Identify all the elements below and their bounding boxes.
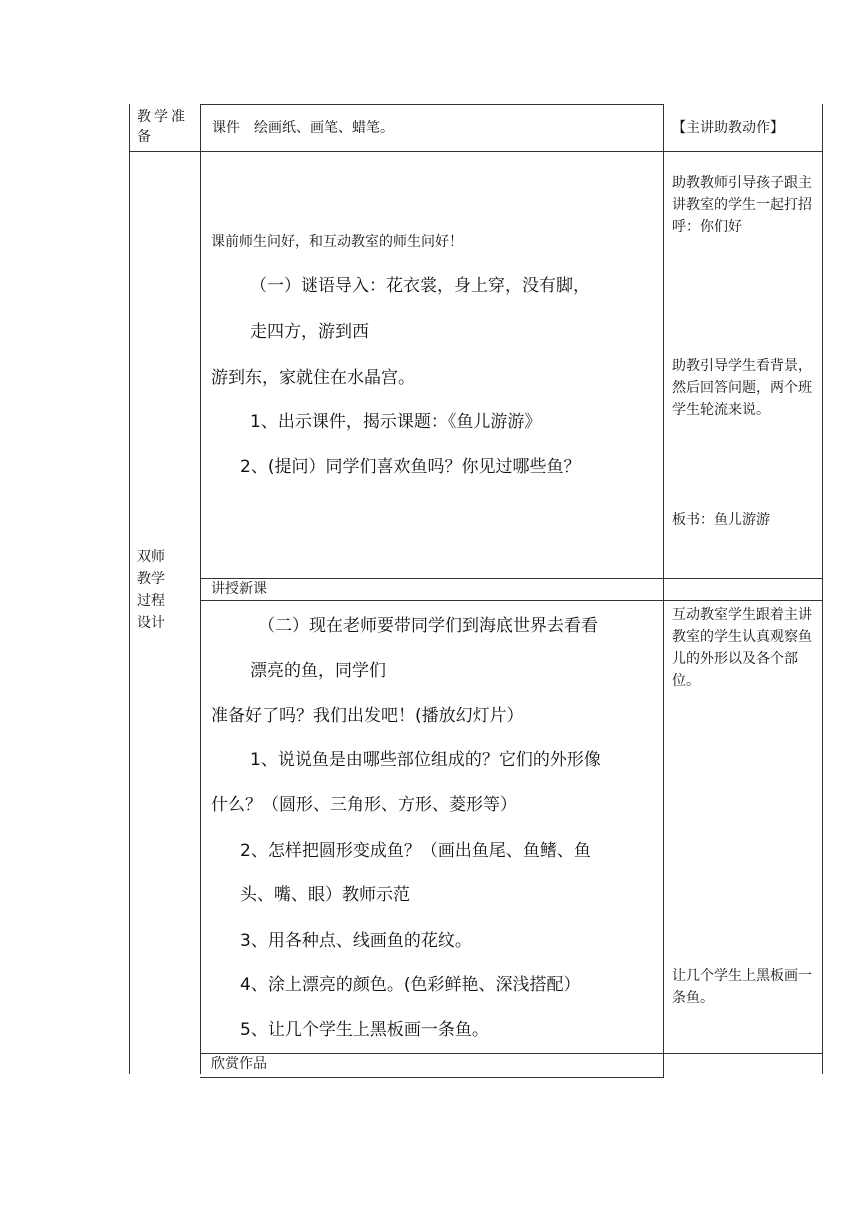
- section2-heading-bottom: [200, 600, 823, 601]
- riddle-line-1: （一）谜语导入：花衣裳，身上穿，没有脚，: [250, 276, 590, 296]
- process-label: [137, 546, 165, 634]
- content-column-divider: [663, 104, 664, 1078]
- lesson-line-1: （二）现在老师要带同学们到海底世界去看看: [258, 616, 598, 636]
- lesson-line-9: 4、涂上漂亮的颜色。(色彩鲜艳、深浅搭配）: [240, 975, 581, 995]
- section-heading-appreciation: 欣赏作品: [211, 1056, 267, 1072]
- section2-bottom: [200, 1053, 823, 1054]
- process-label-line: 教学: [137, 571, 165, 587]
- step-question: 2、(提问）同学们喜欢鱼吗？你见过哪些鱼？: [240, 457, 581, 477]
- prep-label: [137, 107, 197, 147]
- riddle-line-2: 走四方，游到西: [250, 322, 369, 342]
- blackboard-note: 板书：鱼儿游游: [672, 512, 770, 528]
- lesson-line-4: 1、说说鱼是由哪些部位组成的？它们的外形像: [250, 750, 601, 770]
- prep-content: 课件 绘画纸、画笔、蜡笔。: [212, 120, 394, 136]
- prep-label-text: 教学准备: [137, 109, 188, 145]
- prep-row-top: [200, 104, 663, 105]
- prep-row-bottom: [129, 151, 823, 152]
- lesson-line-5: 什么？（圆形、三角形、方形、菱形等）: [211, 795, 517, 815]
- section1-bottom: [200, 578, 823, 579]
- greeting-text: 课前师生问好，和互动教室的师生问好！: [211, 234, 463, 250]
- table-bottom: [200, 1077, 663, 1078]
- lesson-line-3: 准备好了吗？我们出发吧！(播放幻灯片）: [211, 706, 524, 726]
- process-label-line: 双师: [137, 549, 165, 565]
- side-column-header: 【主讲助教动作】: [672, 120, 784, 136]
- assistant-note-observe: 互动教室学生跟着主讲教室的学生认真观察鱼儿的外形以及各个部位。: [672, 607, 812, 689]
- lesson-line-2: 漂亮的鱼，同学们: [250, 661, 386, 681]
- assistant-note-greeting: 助教教师引导孩子跟主讲教室的学生一起打招呼：你们好: [672, 175, 812, 235]
- assistant-note-blackboard: 让几个学生上黑板画一条鱼。: [672, 968, 812, 1006]
- lesson-line-6: 2、怎样把圆形变成鱼？（画出鱼尾、鱼鳍、鱼: [240, 841, 591, 861]
- lesson-line-8: 3、用各种点、线画鱼的花纹。: [240, 931, 472, 951]
- lesson-line-10: 5、让几个学生上黑板画一条鱼。: [240, 1020, 489, 1040]
- table-right-border: [822, 104, 823, 1074]
- step-show-courseware: 1、出示课件，揭示课题：《鱼儿游游》: [250, 412, 542, 432]
- process-label-line: 过程: [137, 593, 165, 609]
- section-heading-new-lesson: 讲授新课: [211, 581, 267, 597]
- table-left-border: [129, 104, 130, 1074]
- assistant-note-background: 助教引导学生看背景，然后回答问题，两个班学生轮流来说。: [672, 358, 812, 418]
- lesson-line-7: 头、嘴、眼）教师示范: [240, 885, 410, 905]
- process-label-line: 设计: [137, 615, 165, 631]
- label-column-divider: [200, 104, 201, 1074]
- riddle-line-3: 游到东，家就住在水晶宫。: [211, 368, 415, 388]
